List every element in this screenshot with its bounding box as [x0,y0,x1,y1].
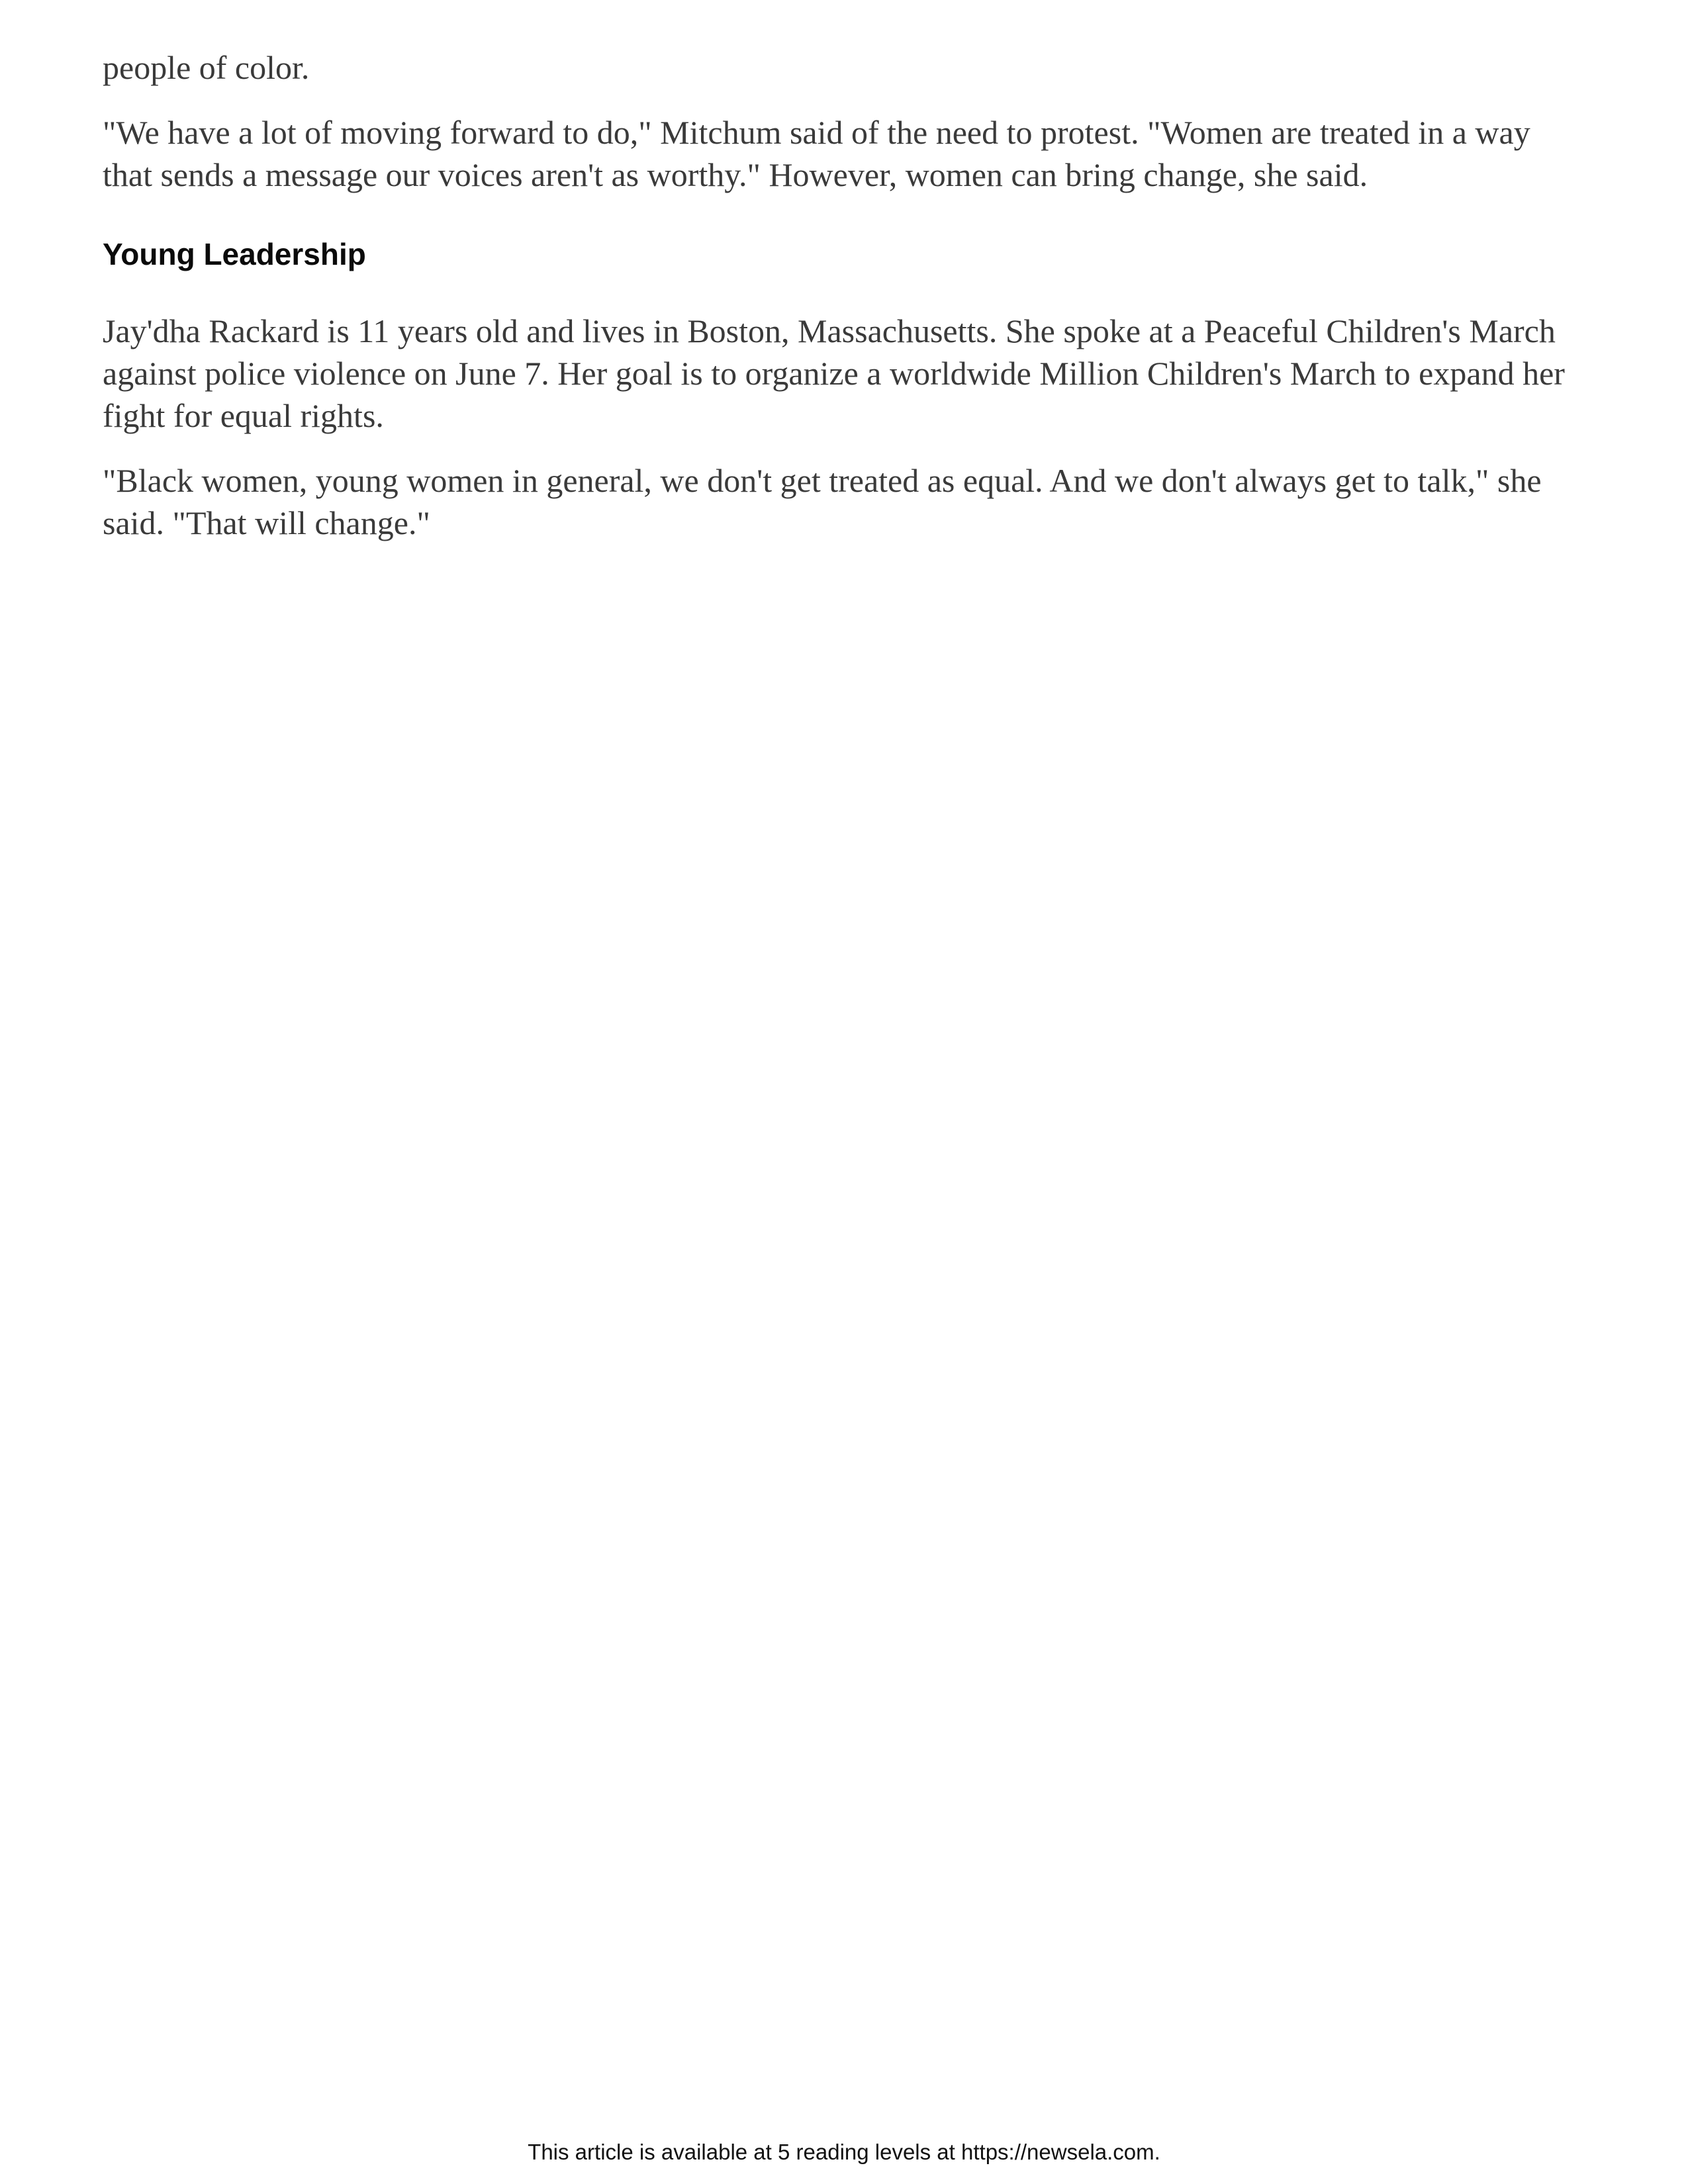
article-paragraph: people of color. [103,49,310,86]
article-paragraph: Jay'dha Rackard is 11 years old and lives in Boston, Massachusetts. She spoke at a Peaceful Children's March against police violence on June 7. Her goal is to organize a worldwide Million Children's March to expand her fight for equal rights. [103,312,1565,434]
article-paragraph: "We have a lot of moving forward to do," Mitchum said of the need to protest. "Women are treated in a way that sends a message our voices aren't as worthy." However, women can bring change, she said. [103,114,1530,193]
article-paragraph: "Black women, young women in general, we don't get treated as equal. And we don't always get to talk," she said. "That will change." [103,462,1542,541]
reading-levels-footer: This article is available at 5 reading levels at https://newsela.com. [528,2140,1160,2164]
article-body [103,46,1585,567]
section-heading: Young Leadership [103,237,366,271]
